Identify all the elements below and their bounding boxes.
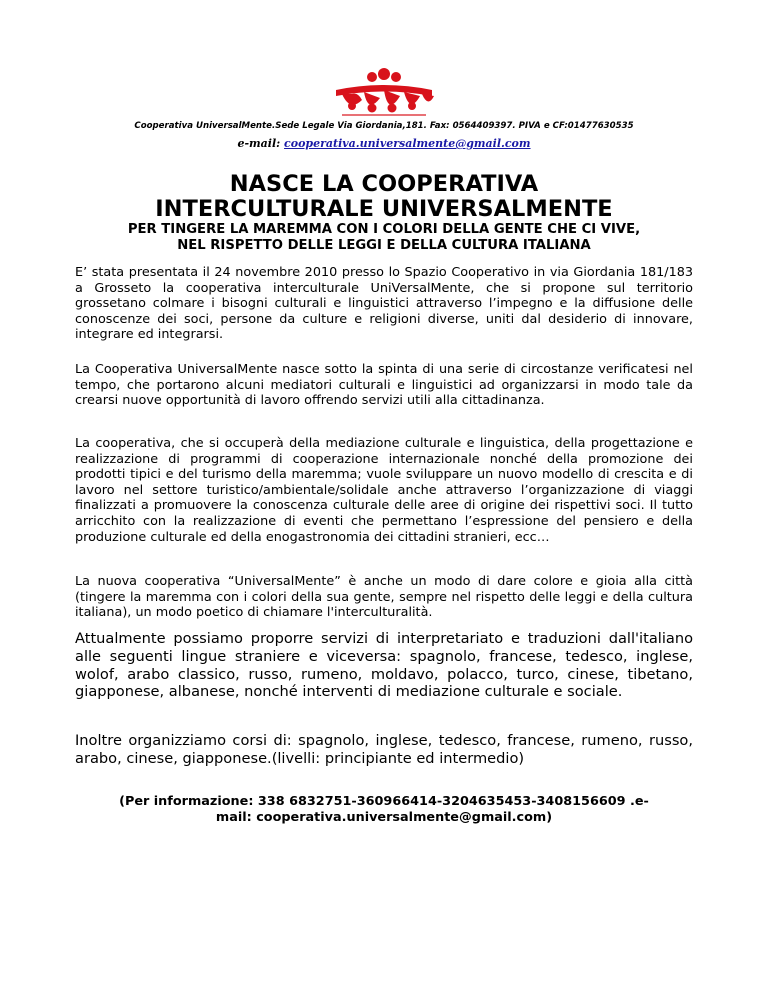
paragraph-courses: Inoltre organizziamo corsi di: spagnolo, inglese, tedesco, francese, rumeno, russo, arabo, cinese, giapponese.(livelli: principiante ed intermedio) [75, 732, 693, 767]
title-line-2: INTERCULTURALE UNIVERSALMENTE [155, 196, 613, 222]
paragraph-activities: La cooperativa, che si occuperà della mediazione culturale e linguistica, della progettazione e realizzazione di programmi di cooperazione internazionale nonché della promozione dei prodotti tipici e del turismo della maremma; vuole sviluppare un nuovo modello di crescita e di lavoro nel settore turistico/ambientale/solidale anche attraverso l’organizzazione di viaggi finalizzati a promuovere la conoscenza culturale delle aree di origine dei rispettivi soci. Il tutto arricchito con la realizzazione di eventi che permettano l’espressione del pensiero e della produzione culturale ed della enogastronomia dei cittadini stranieri, ecc… [75, 436, 693, 545]
page-title [0, 172, 768, 222]
contact-line-1: (Per informazione: 338 6832751-360966414-3204635453-3408156609 .e- [119, 794, 649, 809]
paragraph-mission: La nuova cooperativa “UniversalMente” è anche un modo di dare colore e gioia alla città (tingere la maremma con i colori della sua gente, sempre nel rispetto delle leggi e della cultura italiana), un modo poetico di chiamare l'interculturalità. [75, 574, 693, 621]
contact-line-2: mail: cooperativa.universalmente@gmail.com) [215, 810, 553, 825]
email-label: e-mail: [237, 137, 281, 150]
paragraph-presentation: E’ stata presentata il 24 novembre 2010 presso lo Spazio Cooperativo in via Giordania 181/183 a Grosseto la cooperativa interculturale UniVersalMente, che si propone sul territorio grossetano colmare i bisogni culturali e linguistici attraverso l’impegno e la diffusione delle conoscenze dei soci, persone da culture e religioni diverse, uniti dal desiderio di innovare, integrare ed integrarsi. [75, 265, 693, 343]
page-subtitle [0, 222, 768, 254]
legal-info-line: Cooperativa UniversalMente.Sede Legale Via Giordania,181. Fax: 0564409397. PIVA e CF:01477630535 [134, 121, 634, 131]
paragraph-origins: La Cooperativa UniversalMente nasce sotto la spinta di una serie di circostanze verificatesi nel tempo, che portarono alcuni mediatori culturali e linguistici ad organizzarsi in modo tale da crearsi nuove opportunità di lavoro offrendo servizi utili alla cittadinanza. [75, 362, 693, 409]
email-link[interactable]: cooperativa.universalmente@gmail.com [284, 137, 531, 150]
contact-info [75, 794, 693, 826]
subtitle-line-1: PER TINGERE LA MAREMMA CON I COLORI DELLA GENTE CHE CI VIVE, [127, 222, 641, 237]
title-line-1: NASCE LA COOPERATIVA [229, 171, 539, 197]
paragraph-services: Attualmente possiamo proporre servizi di interpretariato e traduzioni dall'italiano alle seguenti lingue straniere e viceversa: spagnolo, francese, tedesco, inglese, wolof, arabo classico, russo, rumeno, moldavo, polacco, turco, cinese, tibetano, giapponese, albanese, nonché interventi di mediazione culturale e sociale. [75, 630, 693, 701]
email-line [0, 137, 768, 150]
subtitle-line-2: NEL RISPETTO DELLE LEGGI E DELLA CULTURA ITALIANA [177, 238, 591, 253]
cooperative-logo [328, 68, 440, 118]
